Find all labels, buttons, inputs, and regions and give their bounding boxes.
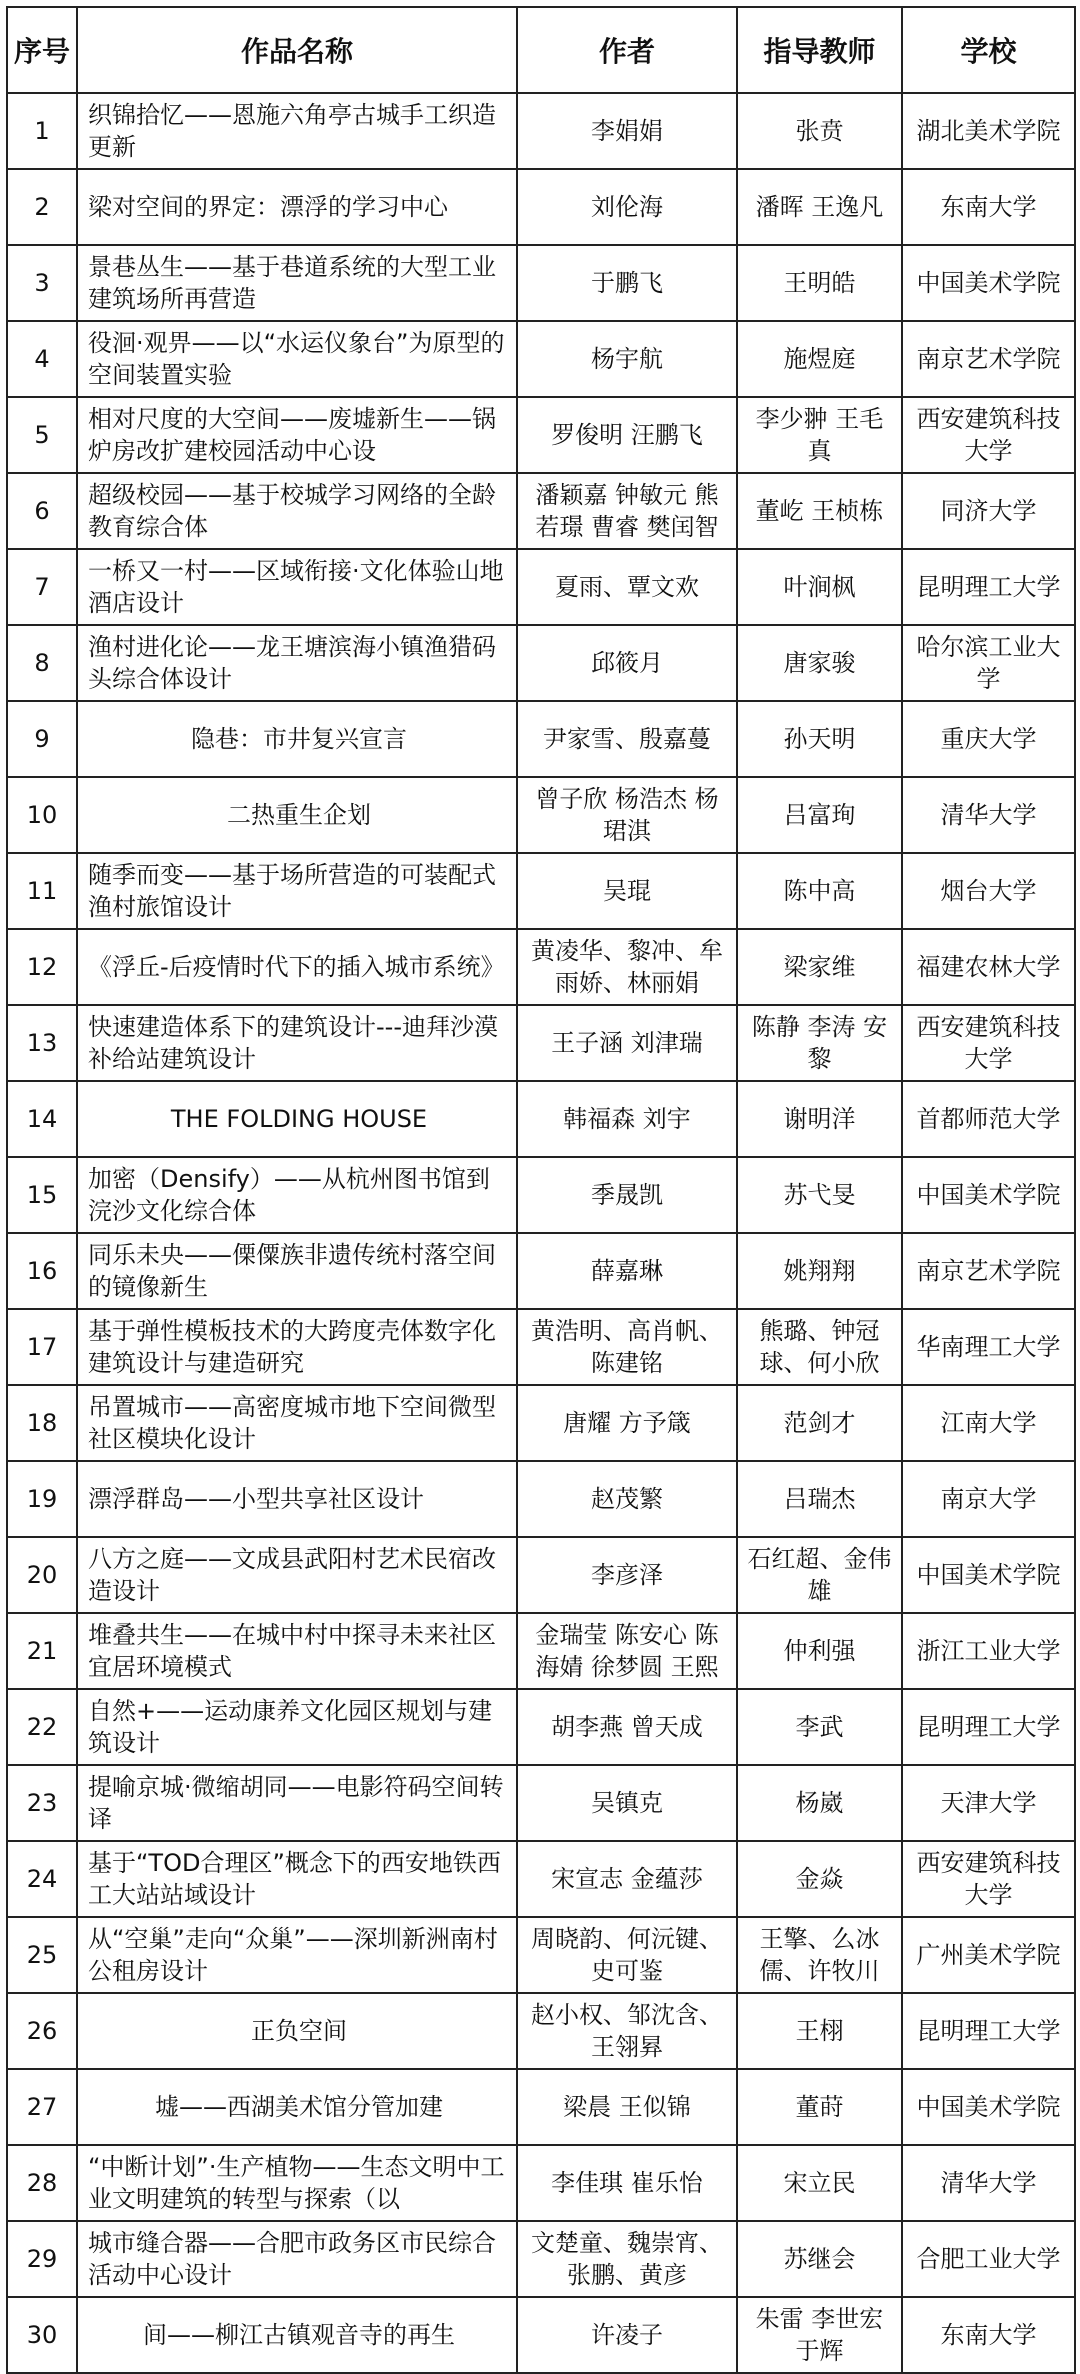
advisor-names: 熊璐、钟冠球、何小欣 bbox=[737, 1309, 902, 1385]
row-number: 30 bbox=[7, 2297, 77, 2373]
advisor-names: 李少翀 王毛真 bbox=[737, 397, 902, 473]
author-names: 韩福森 刘宇 bbox=[517, 1081, 737, 1157]
work-title: 随季而变——基于场所营造的可装配式渔村旅馆设计 bbox=[77, 853, 517, 929]
work-title: 提喻京城·微缩胡同——电影符码空间转译 bbox=[77, 1765, 517, 1841]
author-names: 文楚童、魏崇宵、张鹏、黄彦 bbox=[517, 2221, 737, 2297]
row-number: 2 bbox=[7, 169, 77, 245]
advisor-names: 仲利强 bbox=[737, 1613, 902, 1689]
row-number: 5 bbox=[7, 397, 77, 473]
table-row bbox=[7, 701, 1075, 777]
row-number: 13 bbox=[7, 1005, 77, 1081]
work-title: 吊置城市——高密度城市地下空间微型社区模块化设计 bbox=[77, 1385, 517, 1461]
school-name: 中国美术学院 bbox=[902, 245, 1075, 321]
school-name: 合肥工业大学 bbox=[902, 2221, 1075, 2297]
author-names: 潘颖嘉 钟敏元 熊若璟 曹睿 樊闰智 bbox=[517, 473, 737, 549]
advisor-names: 姚翔翔 bbox=[737, 1233, 902, 1309]
row-number: 9 bbox=[7, 701, 77, 777]
work-title: 役洄·观畀——以“水运仪象台”为原型的空间装置实验 bbox=[77, 321, 517, 397]
school-name: 西安建筑科技大学 bbox=[902, 397, 1075, 473]
table-row bbox=[7, 93, 1075, 169]
advisor-names: 陈中高 bbox=[737, 853, 902, 929]
author-names: 薛嘉琳 bbox=[517, 1233, 737, 1309]
row-number: 23 bbox=[7, 1765, 77, 1841]
table-row bbox=[7, 777, 1075, 853]
table-row bbox=[7, 1081, 1075, 1157]
work-title: 正负空间 bbox=[77, 1993, 517, 2069]
author-names: 黄凌华、黎冲、牟雨娇、林丽娟 bbox=[517, 929, 737, 1005]
school-name: 福建农林大学 bbox=[902, 929, 1075, 1005]
table-row bbox=[7, 2221, 1075, 2297]
school-name: 烟台大学 bbox=[902, 853, 1075, 929]
author-names: 胡李燕 曾天成 bbox=[517, 1689, 737, 1765]
table-row bbox=[7, 1993, 1075, 2069]
advisor-names: 范剑才 bbox=[737, 1385, 902, 1461]
work-title: 一桥又一村——区域衔接·文化体验山地酒店设计 bbox=[77, 549, 517, 625]
work-title: 自然+——运动康养文化园区规划与建筑设计 bbox=[77, 1689, 517, 1765]
row-number: 7 bbox=[7, 549, 77, 625]
row-number: 20 bbox=[7, 1537, 77, 1613]
advisor-names: 朱雷 李世宏 于辉 bbox=[737, 2297, 902, 2373]
school-name: 东南大学 bbox=[902, 169, 1075, 245]
row-number: 12 bbox=[7, 929, 77, 1005]
row-number: 3 bbox=[7, 245, 77, 321]
school-name: 西安建筑科技大学 bbox=[902, 1841, 1075, 1917]
row-number: 29 bbox=[7, 2221, 77, 2297]
advisor-names: 石红超、金伟雄 bbox=[737, 1537, 902, 1613]
school-name: 昆明理工大学 bbox=[902, 549, 1075, 625]
header-no: 序号 bbox=[7, 7, 77, 93]
advisor-names: 施煜庭 bbox=[737, 321, 902, 397]
advisor-names: 孙天明 bbox=[737, 701, 902, 777]
school-name: 首都师范大学 bbox=[902, 1081, 1075, 1157]
table-row bbox=[7, 2145, 1075, 2221]
header-school: 学校 bbox=[902, 7, 1075, 93]
award-list-table bbox=[6, 6, 1076, 2374]
work-title: 同乐未央——傈僳族非遗传统村落空间的镜像新生 bbox=[77, 1233, 517, 1309]
work-title: 间——柳江古镇观音寺的再生 bbox=[77, 2297, 517, 2373]
school-name: 中国美术学院 bbox=[902, 1537, 1075, 1613]
school-name: 天津大学 bbox=[902, 1765, 1075, 1841]
author-names: 吴镇克 bbox=[517, 1765, 737, 1841]
header-advisor: 指导教师 bbox=[737, 7, 902, 93]
work-title: 加密（Densify）——从杭州图书馆到浣沙文化综合体 bbox=[77, 1157, 517, 1233]
row-number: 11 bbox=[7, 853, 77, 929]
row-number: 17 bbox=[7, 1309, 77, 1385]
author-names: 曾子欣 杨浩杰 杨珺淇 bbox=[517, 777, 737, 853]
table-row bbox=[7, 1157, 1075, 1233]
advisor-names: 吕富珣 bbox=[737, 777, 902, 853]
author-names: 罗俊明 汪鹏飞 bbox=[517, 397, 737, 473]
table-row bbox=[7, 853, 1075, 929]
author-names: 赵小权、邹沈含、王翎昪 bbox=[517, 1993, 737, 2069]
row-number: 24 bbox=[7, 1841, 77, 1917]
award-list-table-wrapper bbox=[6, 6, 1074, 2374]
work-title: 快速建造体系下的建筑设计---迪拜沙漠补给站建筑设计 bbox=[77, 1005, 517, 1081]
advisor-names: 杨崴 bbox=[737, 1765, 902, 1841]
work-title: 隐巷：市井复兴宣言 bbox=[77, 701, 517, 777]
row-number: 10 bbox=[7, 777, 77, 853]
author-names: 吴琨 bbox=[517, 853, 737, 929]
row-number: 6 bbox=[7, 473, 77, 549]
author-names: 夏雨、覃文欢 bbox=[517, 549, 737, 625]
work-title: 漂浮群岛——小型共享社区设计 bbox=[77, 1461, 517, 1537]
table-row bbox=[7, 929, 1075, 1005]
author-names: 邱筱月 bbox=[517, 625, 737, 701]
school-name: 重庆大学 bbox=[902, 701, 1075, 777]
advisor-names: 唐家骏 bbox=[737, 625, 902, 701]
table-row bbox=[7, 1385, 1075, 1461]
author-names: 许凌子 bbox=[517, 2297, 737, 2373]
table-row bbox=[7, 1233, 1075, 1309]
row-number: 22 bbox=[7, 1689, 77, 1765]
advisor-names: 宋立民 bbox=[737, 2145, 902, 2221]
school-name: 东南大学 bbox=[902, 2297, 1075, 2373]
table-row bbox=[7, 169, 1075, 245]
advisor-names: 苏继会 bbox=[737, 2221, 902, 2297]
school-name: 昆明理工大学 bbox=[902, 1689, 1075, 1765]
table-row bbox=[7, 2069, 1075, 2145]
advisor-names: 张贲 bbox=[737, 93, 902, 169]
advisor-names: 王栩 bbox=[737, 1993, 902, 2069]
school-name: 南京大学 bbox=[902, 1461, 1075, 1537]
author-names: 杨宇航 bbox=[517, 321, 737, 397]
advisor-names: 潘晖 王逸凡 bbox=[737, 169, 902, 245]
work-title: 织锦拾忆——恩施六角亭古城手工织造更新 bbox=[77, 93, 517, 169]
row-number: 15 bbox=[7, 1157, 77, 1233]
school-name: 广州美术学院 bbox=[902, 1917, 1075, 1993]
advisor-names: 陈静 李涛 安黎 bbox=[737, 1005, 902, 1081]
school-name: 南京艺术学院 bbox=[902, 1233, 1075, 1309]
advisor-names: 苏弋旻 bbox=[737, 1157, 902, 1233]
row-number: 26 bbox=[7, 1993, 77, 2069]
school-name: 清华大学 bbox=[902, 777, 1075, 853]
advisor-names: 叶涧枫 bbox=[737, 549, 902, 625]
table-row bbox=[7, 1461, 1075, 1537]
table-body bbox=[7, 93, 1075, 2373]
author-names: 尹家雪、殷嘉蔓 bbox=[517, 701, 737, 777]
table-row bbox=[7, 1613, 1075, 1689]
work-title: 基于“TOD合理区”概念下的西安地铁西工大站站域设计 bbox=[77, 1841, 517, 1917]
work-title: 城市缝合器——合肥市政务区市民综合活动中心设计 bbox=[77, 2221, 517, 2297]
school-name: 中国美术学院 bbox=[902, 1157, 1075, 1233]
school-name: 昆明理工大学 bbox=[902, 1993, 1075, 2069]
author-names: 李佳琪 崔乐怡 bbox=[517, 2145, 737, 2221]
table-row bbox=[7, 321, 1075, 397]
advisor-names: 王擎、么冰儒、许牧川 bbox=[737, 1917, 902, 1993]
work-title: 《浮丘-后疫情时代下的插入城市系统》 bbox=[77, 929, 517, 1005]
author-names: 刘伦海 bbox=[517, 169, 737, 245]
school-name: 华南理工大学 bbox=[902, 1309, 1075, 1385]
table-header-row bbox=[7, 7, 1075, 93]
advisor-names: 金焱 bbox=[737, 1841, 902, 1917]
table-row bbox=[7, 1005, 1075, 1081]
row-number: 19 bbox=[7, 1461, 77, 1537]
school-name: 江南大学 bbox=[902, 1385, 1075, 1461]
author-names: 梁晨 王似锦 bbox=[517, 2069, 737, 2145]
school-name: 中国美术学院 bbox=[902, 2069, 1075, 2145]
work-title: 渔村进化论——龙王塘滨海小镇渔猎码头综合体设计 bbox=[77, 625, 517, 701]
row-number: 18 bbox=[7, 1385, 77, 1461]
author-names: 李彦泽 bbox=[517, 1537, 737, 1613]
table-row bbox=[7, 2297, 1075, 2373]
advisor-names: 李武 bbox=[737, 1689, 902, 1765]
work-title: 八方之庭——文成县武阳村艺术民宿改造设计 bbox=[77, 1537, 517, 1613]
author-names: 宋宣志 金蕴莎 bbox=[517, 1841, 737, 1917]
table-row bbox=[7, 549, 1075, 625]
row-number: 25 bbox=[7, 1917, 77, 1993]
table-row bbox=[7, 1917, 1075, 1993]
author-names: 王子涵 刘津瑞 bbox=[517, 1005, 737, 1081]
header-author: 作者 bbox=[517, 7, 737, 93]
table-row bbox=[7, 1765, 1075, 1841]
school-name: 湖北美术学院 bbox=[902, 93, 1075, 169]
school-name: 浙江工业大学 bbox=[902, 1613, 1075, 1689]
table-row bbox=[7, 397, 1075, 473]
advisor-names: 董屹 王桢栋 bbox=[737, 473, 902, 549]
school-name: 西安建筑科技大学 bbox=[902, 1005, 1075, 1081]
school-name: 哈尔滨工业大学 bbox=[902, 625, 1075, 701]
author-names: 李娟娟 bbox=[517, 93, 737, 169]
author-names: 季晟凯 bbox=[517, 1157, 737, 1233]
advisor-names: 王明皓 bbox=[737, 245, 902, 321]
work-title: 相对尺度的大空间——废墟新生——锅炉房改扩建校园活动中心设 bbox=[77, 397, 517, 473]
work-title: 梁对空间的界定：漂浮的学习中心 bbox=[77, 169, 517, 245]
row-number: 16 bbox=[7, 1233, 77, 1309]
row-number: 27 bbox=[7, 2069, 77, 2145]
advisor-names: 梁家维 bbox=[737, 929, 902, 1005]
author-names: 唐耀 方予箴 bbox=[517, 1385, 737, 1461]
table-row bbox=[7, 473, 1075, 549]
row-number: 1 bbox=[7, 93, 77, 169]
row-number: 8 bbox=[7, 625, 77, 701]
table-row bbox=[7, 1689, 1075, 1765]
author-names: 于鹏飞 bbox=[517, 245, 737, 321]
row-number: 14 bbox=[7, 1081, 77, 1157]
work-title: “中断计划”·生产植物——生态文明中工业文明建筑的转型与探索（以 bbox=[77, 2145, 517, 2221]
row-number: 28 bbox=[7, 2145, 77, 2221]
school-name: 南京艺术学院 bbox=[902, 321, 1075, 397]
row-number: 21 bbox=[7, 1613, 77, 1689]
advisor-names: 谢明洋 bbox=[737, 1081, 902, 1157]
work-title: 二热重生企划 bbox=[77, 777, 517, 853]
author-names: 周晓韵、何沅键、史可鉴 bbox=[517, 1917, 737, 1993]
author-names: 金瑞莹 陈安心 陈海婧 徐梦圆 王熙 bbox=[517, 1613, 737, 1689]
header-title: 作品名称 bbox=[77, 7, 517, 93]
table-row bbox=[7, 1309, 1075, 1385]
school-name: 同济大学 bbox=[902, 473, 1075, 549]
row-number: 4 bbox=[7, 321, 77, 397]
work-title: 堆叠共生——在城中村中探寻未来社区宜居环境模式 bbox=[77, 1613, 517, 1689]
work-title: THE FOLDING HOUSE bbox=[77, 1081, 517, 1157]
author-names: 赵茂繁 bbox=[517, 1461, 737, 1537]
work-title: 墟——西湖美术馆分管加建 bbox=[77, 2069, 517, 2145]
work-title: 从“空巢”走向“众巢”——深圳新洲南村公租房设计 bbox=[77, 1917, 517, 1993]
table-row bbox=[7, 1841, 1075, 1917]
advisor-names: 董莳 bbox=[737, 2069, 902, 2145]
work-title: 超级校园——基于校城学习网络的全龄教育综合体 bbox=[77, 473, 517, 549]
work-title: 基于弹性模板技术的大跨度壳体数字化建筑设计与建造研究 bbox=[77, 1309, 517, 1385]
school-name: 清华大学 bbox=[902, 2145, 1075, 2221]
table-row bbox=[7, 625, 1075, 701]
advisor-names: 吕瑞杰 bbox=[737, 1461, 902, 1537]
work-title: 景巷丛生——基于巷道系统的大型工业建筑场所再营造 bbox=[77, 245, 517, 321]
table-row bbox=[7, 245, 1075, 321]
table-row bbox=[7, 1537, 1075, 1613]
author-names: 黄浩明、高肖帆、陈建铭 bbox=[517, 1309, 737, 1385]
